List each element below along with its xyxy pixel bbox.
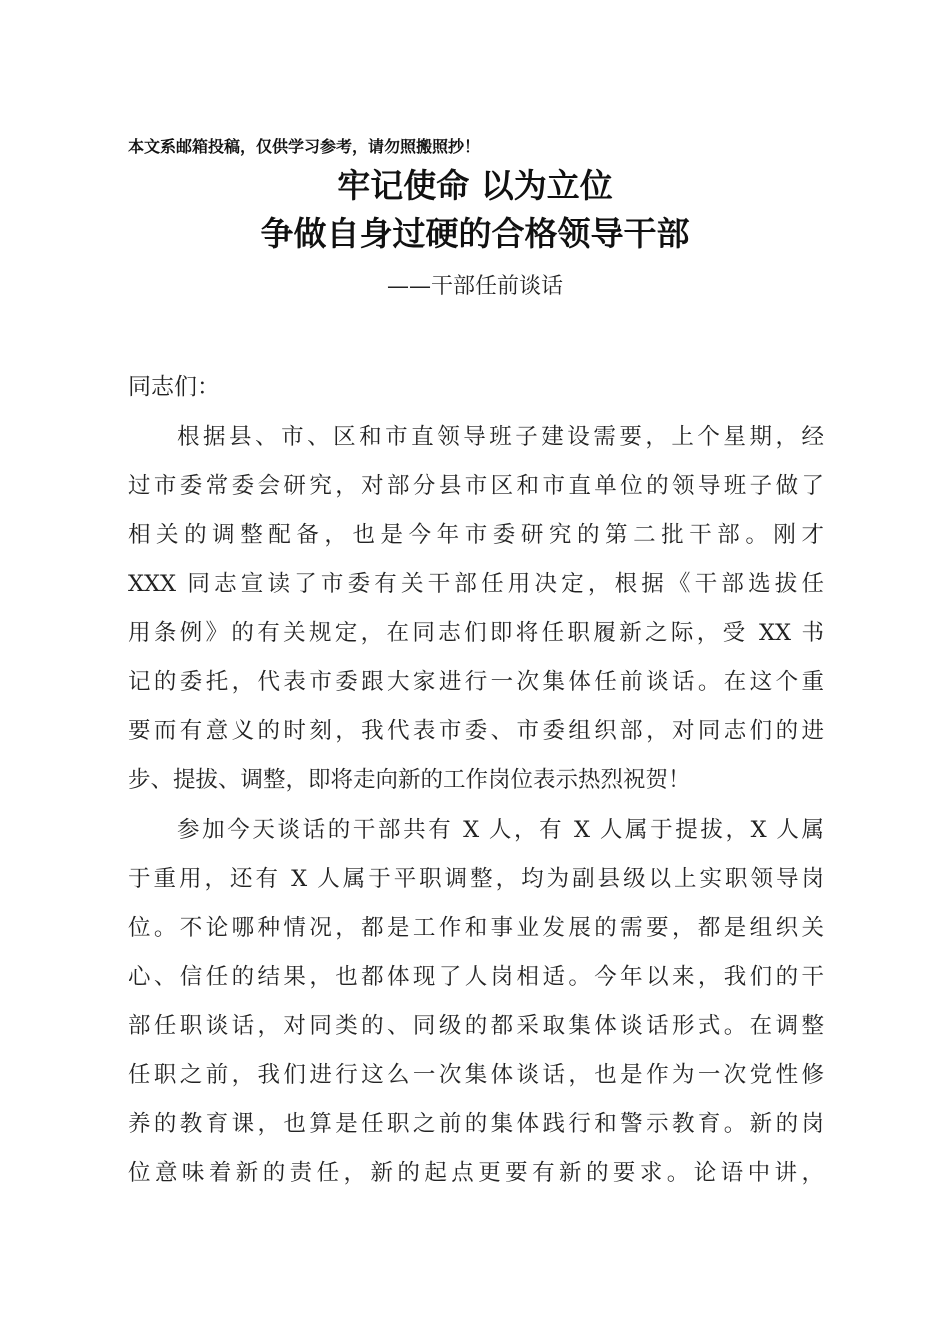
paragraph-line: 任职之前，我们进行这么一次集体谈话，也是作为一次党性修 (128, 1062, 824, 1088)
paragraph-1 (128, 420, 824, 812)
paragraph-line: 相关的调整配备，也是今年市委研究的第二批干部。刚才 (128, 522, 824, 548)
paragraph-line: 位。不论哪种情况，都是工作和事业发展的需要，都是组织关 (128, 915, 824, 941)
paragraph-line: 要而有意义的时刻，我代表市委、市委组织部，对同志们的进 (128, 718, 824, 744)
paragraph-line: 心、信任的结果，也都体现了人岗相适。今年以来，我们的干 (128, 964, 824, 990)
paragraph-line: 过市委常委会研究，对部分县市区和市直单位的领导班子做了 (128, 473, 824, 499)
paragraph-2 (128, 813, 824, 1205)
paragraph-line: 参加今天谈话的干部共有 X 人，有 X 人属于提拔，X 人属 (177, 817, 824, 843)
submission-notice: 本文系邮箱投稿，仅供学习参考，请勿照搬照抄！ (128, 137, 481, 156)
salutation: 同志们： (128, 374, 220, 400)
paragraph-line: 养的教育课，也算是任职之前的集体践行和警示教育。新的岗 (128, 1111, 824, 1137)
paragraph-line: 用条例》的有关规定，在同志们即将任职履新之际，受 XX 书 (128, 620, 824, 646)
paragraph-line: 位意味着新的责任，新的起点更要有新的要求。论语中讲， (128, 1160, 824, 1186)
title-line-1: 牢记使命 以为立位 (337, 166, 613, 205)
paragraph-line: 于重用，还有 X 人属于平职调整，均为副县级以上实职领导岗 (128, 866, 824, 892)
paragraph-line: 根据县、市、区和市直领导班子建设需要，上个星期，经 (177, 424, 824, 450)
paragraph-line: 记的委托，代表市委跟大家进行一次集体任前谈话。在这个重 (128, 669, 824, 695)
paragraph-line: XXX 同志宣读了市委有关干部任用决定，根据《干部选拔任 (128, 571, 824, 597)
paragraph-line: 部任职谈话，对同类的、同级的都采取集体谈话形式。在调整 (128, 1013, 824, 1039)
title-line-2: 争做自身过硬的合格领导干部 (260, 214, 690, 253)
paragraph-line: 步、提拔、调整，即将走向新的工作岗位表示热烈祝贺！ (128, 767, 691, 793)
subtitle: ——干部任前谈话 (386, 274, 563, 299)
